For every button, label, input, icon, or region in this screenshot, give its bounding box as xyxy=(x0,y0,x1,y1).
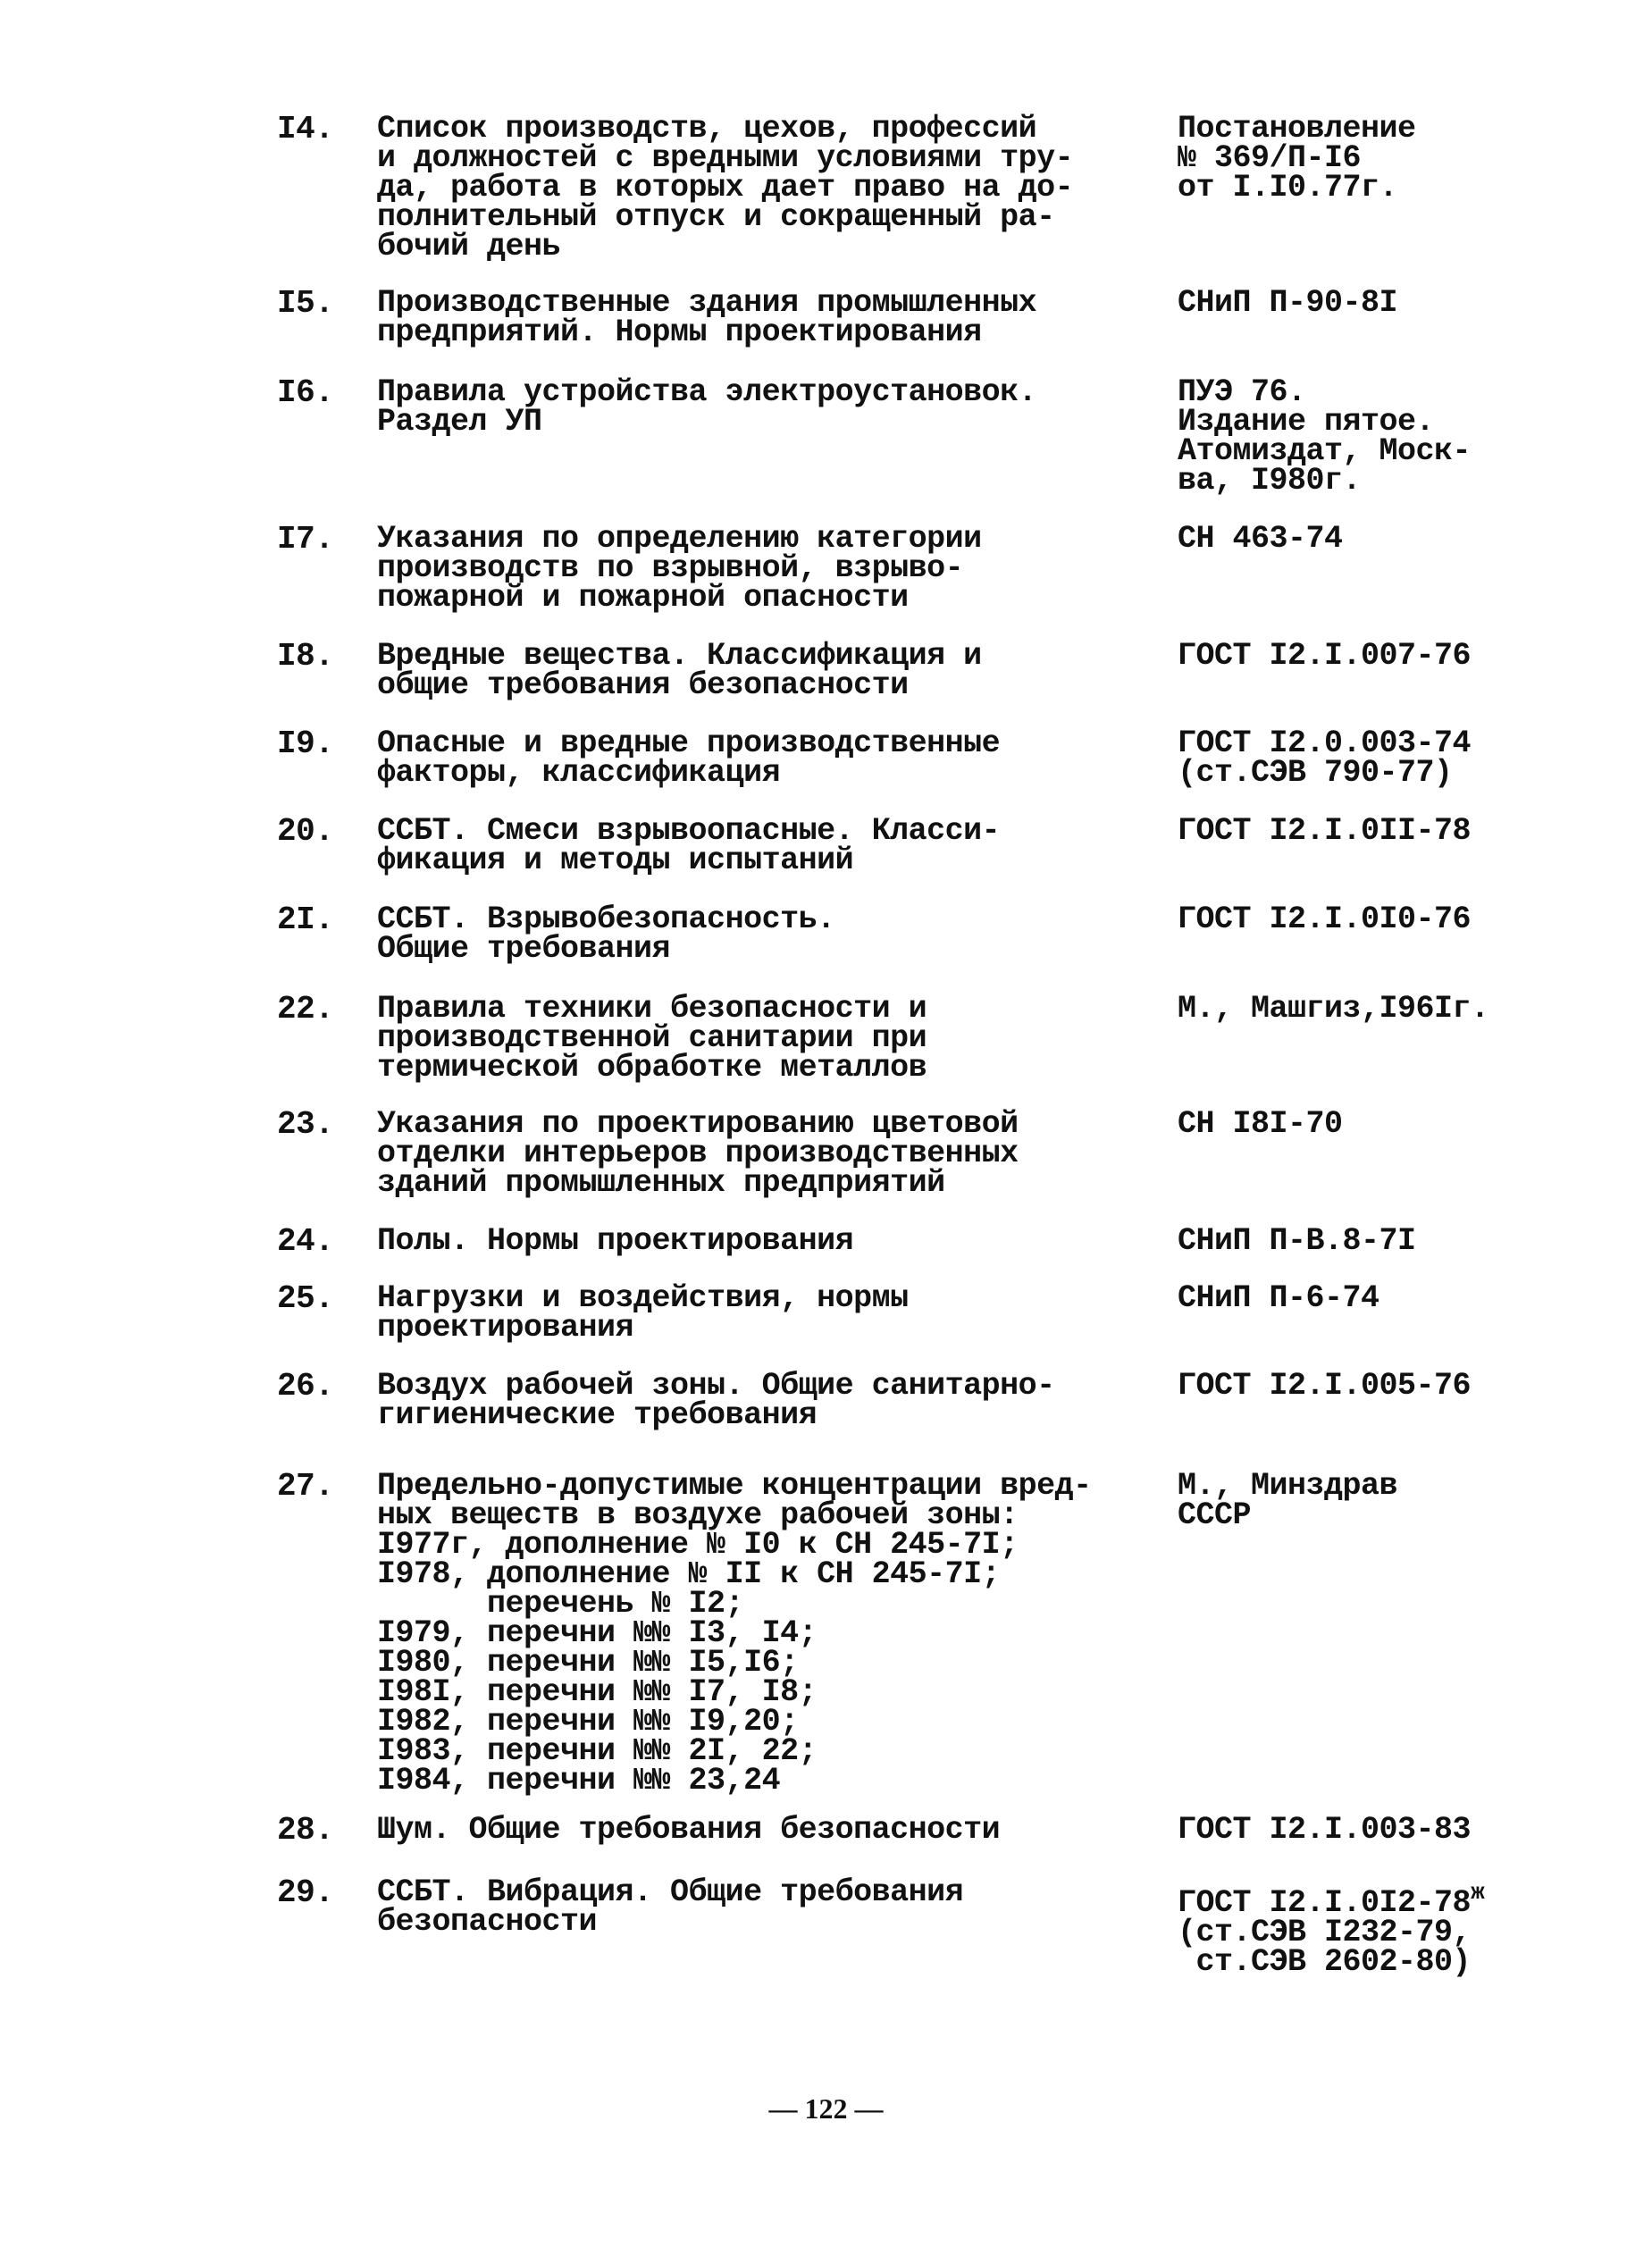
item-title: Список производств, цехов, профессий и должностей с вредными условиями тру- да, работа в которых дает право на до- полнительный отпуск и сокращенный ра- бочий день xyxy=(377,111,1074,264)
item-reference: ПУЭ 76. Издание пятое. Атомиздат, Моск- ва, I980г. xyxy=(1178,374,1472,499)
item-title: Предельно-допустимые концентрации вред- ных веществ в воздухе рабочей зоны: I977г, дополнение № I0 к СН 245-7I; I978, дополнение № II к СН 245-7I; перечень № I2; I979, перечни №№ I3, I4; I980, перечни №№ I5,I6; I98I, перечни №№ I7, I8; I982, перечни №№ I9,20; I983, перечни №№ 2I, 22; I984, перечни №№ 23,24 xyxy=(377,1468,1092,1798)
item-reference: ГОСТ I2.I.005-76 xyxy=(1178,1368,1472,1404)
page-number: — 122 — xyxy=(768,2092,884,2125)
item-reference: СНиП П-6-74 xyxy=(1178,1280,1379,1316)
item-title: ССБТ. Вибрация. Общие требования безопасности xyxy=(377,1874,964,1940)
item-number: I8. xyxy=(277,638,334,675)
item-reference: ГОСТ I2.I.007-76 xyxy=(1178,638,1472,674)
item-number: 2I. xyxy=(277,901,334,938)
item-reference: ГОСТ I2.0.003-74 (ст.СЭВ 790-77) xyxy=(1178,725,1472,791)
item-title: Производственные здания промышленных предприятий. Нормы проектирования xyxy=(377,285,1037,350)
item-number: 28. xyxy=(277,1812,334,1849)
item-reference: СНиП П-В.8-7I xyxy=(1178,1223,1416,1259)
item-reference: М., Минздрав СССР xyxy=(1178,1468,1398,1533)
item-number: 24. xyxy=(277,1223,334,1260)
item-title: Указания по определению категории производств по взрывной, взрыво- пожарной и пожарной опасности xyxy=(377,521,982,616)
item-reference: М., Машгиз,I96Iг. xyxy=(1178,991,1489,1027)
item-title: Нагрузки и воздействия, нормы проектирования xyxy=(377,1280,909,1346)
item-reference xyxy=(1178,1878,1528,1980)
item-reference: СНиП П-90-8I xyxy=(1178,285,1398,321)
item-number: 23. xyxy=(277,1106,334,1143)
item-number: I4. xyxy=(277,111,334,147)
item-reference: СН 463-74 xyxy=(1178,521,1343,557)
item-reference: ГОСТ I2.I.0II-78 xyxy=(1178,813,1472,849)
item-number: 20. xyxy=(277,813,334,850)
item-title: Полы. Нормы проектирования xyxy=(377,1223,854,1259)
item-number: I7. xyxy=(277,521,334,558)
item-reference: ГОСТ I2.I.003-83 xyxy=(1178,1812,1472,1848)
item-number: 26. xyxy=(277,1368,334,1404)
item-number: I6. xyxy=(277,374,334,411)
item-reference: Постановление № 369/П-I6 от I.I0.77г. xyxy=(1178,111,1416,205)
reference-main: ГОСТ I2.I.0I2-78 xyxy=(1178,1885,1472,1921)
item-title: Правила устройства электроустановок. Раздел УП xyxy=(377,374,1037,440)
item-number: 22. xyxy=(277,991,334,1027)
item-title: Указания по проектированию цветовой отделки интерьеров производственных зданий промышленных предприятий xyxy=(377,1106,1019,1201)
item-number: 25. xyxy=(277,1280,334,1317)
item-number: 27. xyxy=(277,1468,334,1505)
item-number: 29. xyxy=(277,1874,334,1911)
item-title: Опасные и вредные производственные факторы, классификация xyxy=(377,725,1001,791)
item-title: Вредные вещества. Классификация и общие требования безопасности xyxy=(377,638,982,703)
item-reference: СН I8I-70 xyxy=(1178,1106,1343,1142)
item-number: I5. xyxy=(277,285,334,322)
item-title: ССБТ. Взрывобезопасность. Общие требования xyxy=(377,901,835,967)
item-title: Шум. Общие требования безопасности xyxy=(377,1812,1001,1848)
footnote-mark: ж xyxy=(1471,1879,1485,1906)
item-reference: ГОСТ I2.I.0I0-76 xyxy=(1178,901,1472,937)
item-number: I9. xyxy=(277,725,334,762)
item-title: Правила техники безопасности и производственной санитарии при термической обработке металлов xyxy=(377,991,927,1086)
item-title: Воздух рабочей зоны. Общие санитарно- гигиенические требования xyxy=(377,1368,1055,1433)
reference-extra: (ст.СЭВ I232-79, ст.СЭВ 2602-80) xyxy=(1178,1915,1472,1980)
item-title: ССБТ. Смеси взрывоопасные. Класси- фикация и методы испытаний xyxy=(377,813,1001,878)
